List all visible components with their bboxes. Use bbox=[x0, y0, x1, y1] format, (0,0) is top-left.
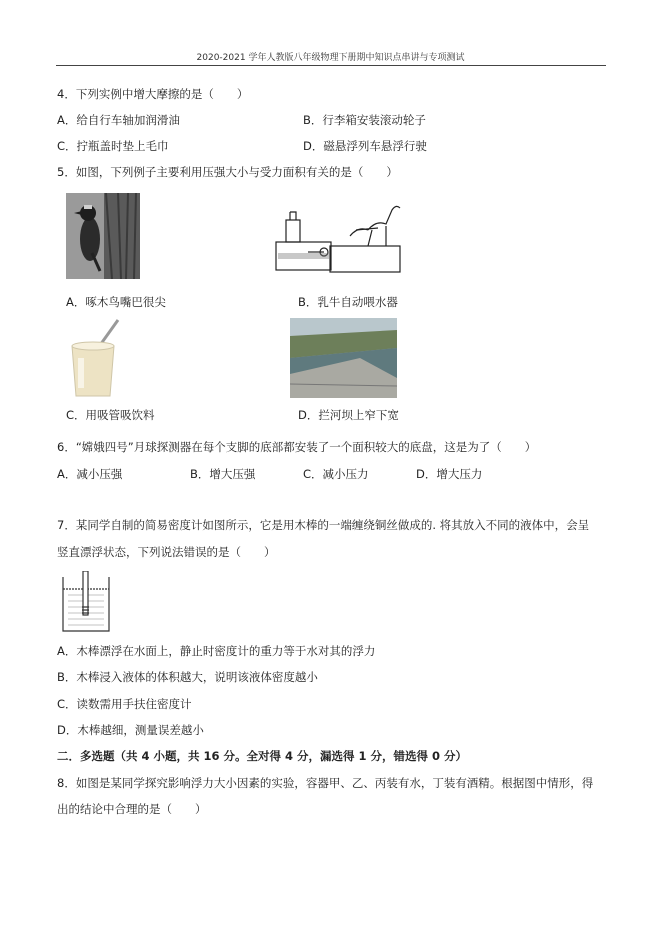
q5-option-c: C．用吸管吸饮料 bbox=[66, 408, 155, 422]
q6-option-c: C．减小压力 bbox=[303, 467, 369, 481]
q7-option-a: A．木棒漂浮在水面上，静止时密度计的重力等于水对其的浮力 bbox=[57, 644, 376, 658]
q7-option-c: C．读数需用手扶住密度计 bbox=[57, 697, 192, 711]
q4-option-c: C．拧瓶盖时垫上毛巾 bbox=[57, 139, 169, 153]
q5-option-d: D．拦河坝上窄下宽 bbox=[298, 408, 399, 422]
q7-option-b: B．木棒浸入液体的体积越大，说明该液体密度越小 bbox=[57, 670, 318, 684]
q6-option-d: D．增大压力 bbox=[416, 467, 483, 481]
q7-stem-line1: 7．某同学自制的简易密度计如图所示，它是用木棒的一端缠绕铜丝做成的. 将其放入不同的液体中，会呈 bbox=[57, 518, 590, 532]
cow-water-feeder-image bbox=[268, 200, 401, 280]
q4-stem: 4．下列实例中增大摩擦的是（ ） bbox=[57, 87, 249, 101]
q6-stem: 6．“嫦娥四号”月球探测器在每个支脚的底部都安装了一个面积较大的底盘，这是为了（ ） bbox=[57, 440, 537, 454]
q4-option-b: B．行李箱安装滚动轮子 bbox=[303, 113, 426, 127]
milk-straw-image bbox=[66, 318, 126, 398]
q7-option-d: D．木棒越细，测量误差越小 bbox=[57, 723, 204, 737]
q4-option-a: A．给自行车轴加润滑油 bbox=[57, 113, 180, 127]
section-2-title: 二．多选题（共 4 小题，共 16 分。全对得 4 分，漏选得 1 分，错选得 0 分） bbox=[57, 749, 468, 763]
q5-stem: 5．如图，下列例子主要利用压强大小与受力面积有关的是（ ） bbox=[57, 165, 398, 179]
q8-stem-line1: 8．如图是某同学探究影响浮力大小因素的实验，容器甲、乙、丙装有水，丁装有酒精。根据图中情形，得 bbox=[57, 776, 594, 790]
woodpecker-image bbox=[66, 193, 140, 279]
q6-option-a: A．减小压强 bbox=[57, 467, 123, 481]
density-meter-beaker-image bbox=[60, 571, 112, 633]
page-header: 2020-2021 学年人教版八年级物理下册期中知识点串讲与专项测试 bbox=[196, 53, 465, 63]
header-divider bbox=[56, 65, 606, 66]
q5-option-b: B．乳牛自动喂水器 bbox=[298, 295, 398, 309]
dam-image bbox=[290, 318, 397, 398]
q7-stem-line2: 竖直漂浮状态，下列说法错误的是（ ） bbox=[57, 545, 276, 559]
q4-option-d: D．磁悬浮列车悬浮行驶 bbox=[303, 139, 427, 153]
q6-option-b: B．增大压强 bbox=[190, 467, 256, 481]
q5-option-a: A．啄木鸟嘴巴很尖 bbox=[66, 295, 166, 309]
q8-stem-line2: 出的结论中合理的是（ ） bbox=[57, 802, 207, 816]
